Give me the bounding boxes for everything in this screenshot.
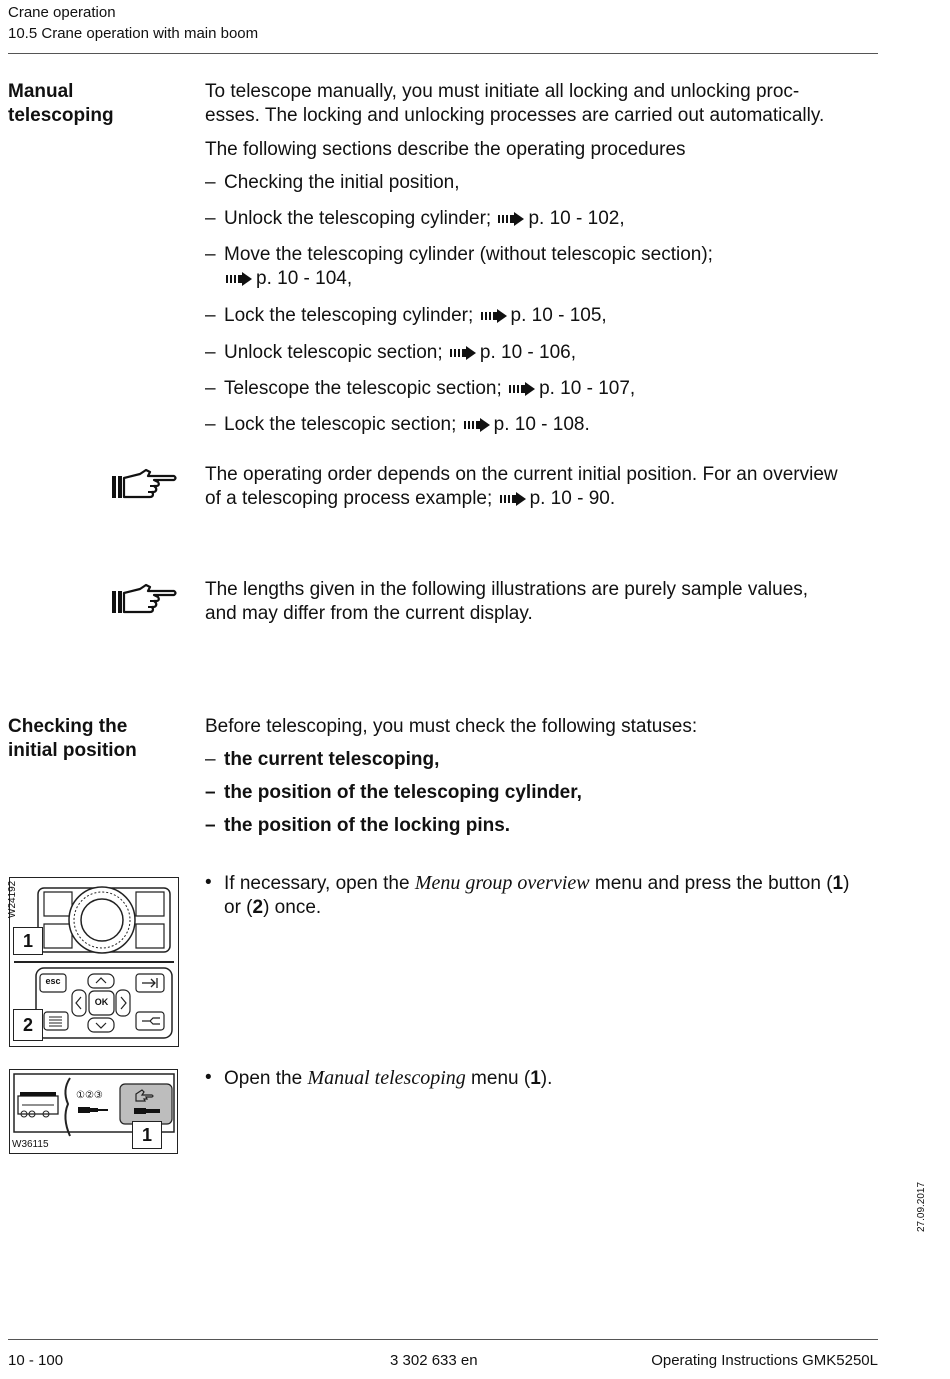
figure-menu-screen	[9, 1069, 178, 1154]
heading-line: Checking the	[8, 716, 128, 737]
page-reference[interactable]: p. 10 - 108.	[493, 414, 590, 435]
page-reference-arrow-icon	[498, 212, 526, 226]
note-sample-values	[205, 578, 880, 626]
list-item-text: Telescope the telescopic section;	[224, 378, 502, 399]
page-reference[interactable]: p. 10 - 106,	[479, 342, 577, 363]
text-line: The operating order depends on the current initial position. For an overview	[205, 464, 838, 485]
header-chapter: Crane operation	[8, 4, 116, 21]
step-text: ) once.	[263, 897, 322, 918]
document-title: Operating Instructions GMK5250L	[651, 1352, 878, 1369]
list-item-text: Unlock the telescoping cylinder;	[224, 208, 492, 229]
page-reference-arrow-icon	[464, 418, 492, 432]
pointing-hand-icon	[110, 466, 178, 506]
footer-rule	[8, 1339, 878, 1340]
page-reference[interactable]: p. 10 - 90.	[529, 488, 616, 509]
text-line: of a telescoping process example;	[205, 488, 493, 509]
section-heading-checking-initial-position	[8, 715, 188, 763]
ok-key-label: OK	[94, 997, 109, 1007]
step-text: ).	[540, 1068, 553, 1089]
step-text: menu and press the button (	[594, 873, 833, 894]
step-text: )	[843, 873, 850, 894]
list-item-text: Lock the telescopic section;	[224, 414, 457, 435]
page-reference-arrow-icon	[500, 492, 528, 506]
figure-code: W24192	[7, 880, 18, 918]
heading-line: telescoping	[8, 105, 114, 126]
list-item-text: the current telescoping,	[224, 749, 440, 770]
esc-key-label: esc	[45, 976, 61, 986]
list-item-text: Lock the telescoping cylinder;	[224, 305, 474, 326]
figure-code: W36115	[12, 1139, 49, 1150]
heading-line: Manual	[8, 81, 74, 102]
header-rule	[8, 53, 878, 54]
text-line: To telescope manually, you must initiate all locking and unlocking proc-	[205, 81, 800, 102]
note-operating-order	[205, 463, 880, 511]
page-reference-arrow-icon	[509, 382, 537, 396]
step-text: menu (	[471, 1068, 531, 1089]
button-ref: 2	[252, 897, 264, 918]
statuses-intro: Before telescoping, you must check the following statuses:	[205, 716, 698, 737]
page-reference[interactable]: p. 10 - 102,	[528, 208, 625, 229]
list-item-text: Checking the initial position,	[224, 172, 460, 193]
running-header	[8, 2, 258, 44]
circled-numbers: ①②③	[76, 1090, 103, 1101]
list-item-text: the position of the locking pins.	[224, 815, 511, 836]
intro-paragraph	[205, 80, 880, 128]
page-reference-arrow-icon	[226, 272, 254, 286]
page-reference[interactable]: p. 10 - 104,	[256, 268, 353, 289]
heading-line: initial position	[8, 740, 137, 761]
text-line: esses. The locking and unlocking processes are carried out automatically.	[205, 105, 825, 126]
step-text: Open the	[224, 1068, 303, 1089]
callout-1: 1	[132, 1121, 162, 1149]
header-section: 10.5 Crane operation with main boom	[8, 25, 259, 42]
page-number: 10 - 100	[8, 1352, 64, 1369]
step-text: or (	[224, 897, 253, 918]
page-reference-arrow-icon	[450, 346, 478, 360]
callout-2: 2	[13, 1009, 43, 1041]
section-heading-manual-telescoping	[8, 80, 188, 128]
list-item-text: Unlock telescopic section;	[224, 342, 443, 363]
step-text: If necessary, open the	[224, 873, 410, 894]
pointing-hand-icon	[110, 581, 178, 621]
button-ref: 1	[832, 873, 844, 894]
page-reference-arrow-icon	[481, 309, 509, 323]
list-item-text: the position of the telescoping cylinder,	[224, 782, 582, 803]
text-line: and may differ from the current display.	[205, 603, 533, 624]
list-item-text: Move the telescoping cylinder (without telescopic section);	[224, 244, 713, 265]
button-ref: 1	[530, 1068, 541, 1089]
print-date: 27.09.2017	[916, 1181, 927, 1232]
page-reference[interactable]: p. 10 - 105,	[510, 305, 607, 326]
figure-control-panel	[9, 877, 179, 1047]
text-line: The lengths given in the following illustrations are purely sample values,	[205, 579, 809, 600]
menu-name: Menu group overview	[414, 872, 590, 894]
callout-1: 1	[13, 927, 43, 955]
menu-name: Manual telescoping	[307, 1067, 466, 1089]
bullet-icon: •	[205, 1067, 212, 1088]
page-reference[interactable]: p. 10 - 107,	[539, 378, 636, 399]
document-number: 3 302 633 en	[390, 1352, 478, 1369]
bullet-icon: •	[205, 872, 212, 893]
procedures-intro: The following sections describe the operating procedures	[205, 139, 686, 160]
